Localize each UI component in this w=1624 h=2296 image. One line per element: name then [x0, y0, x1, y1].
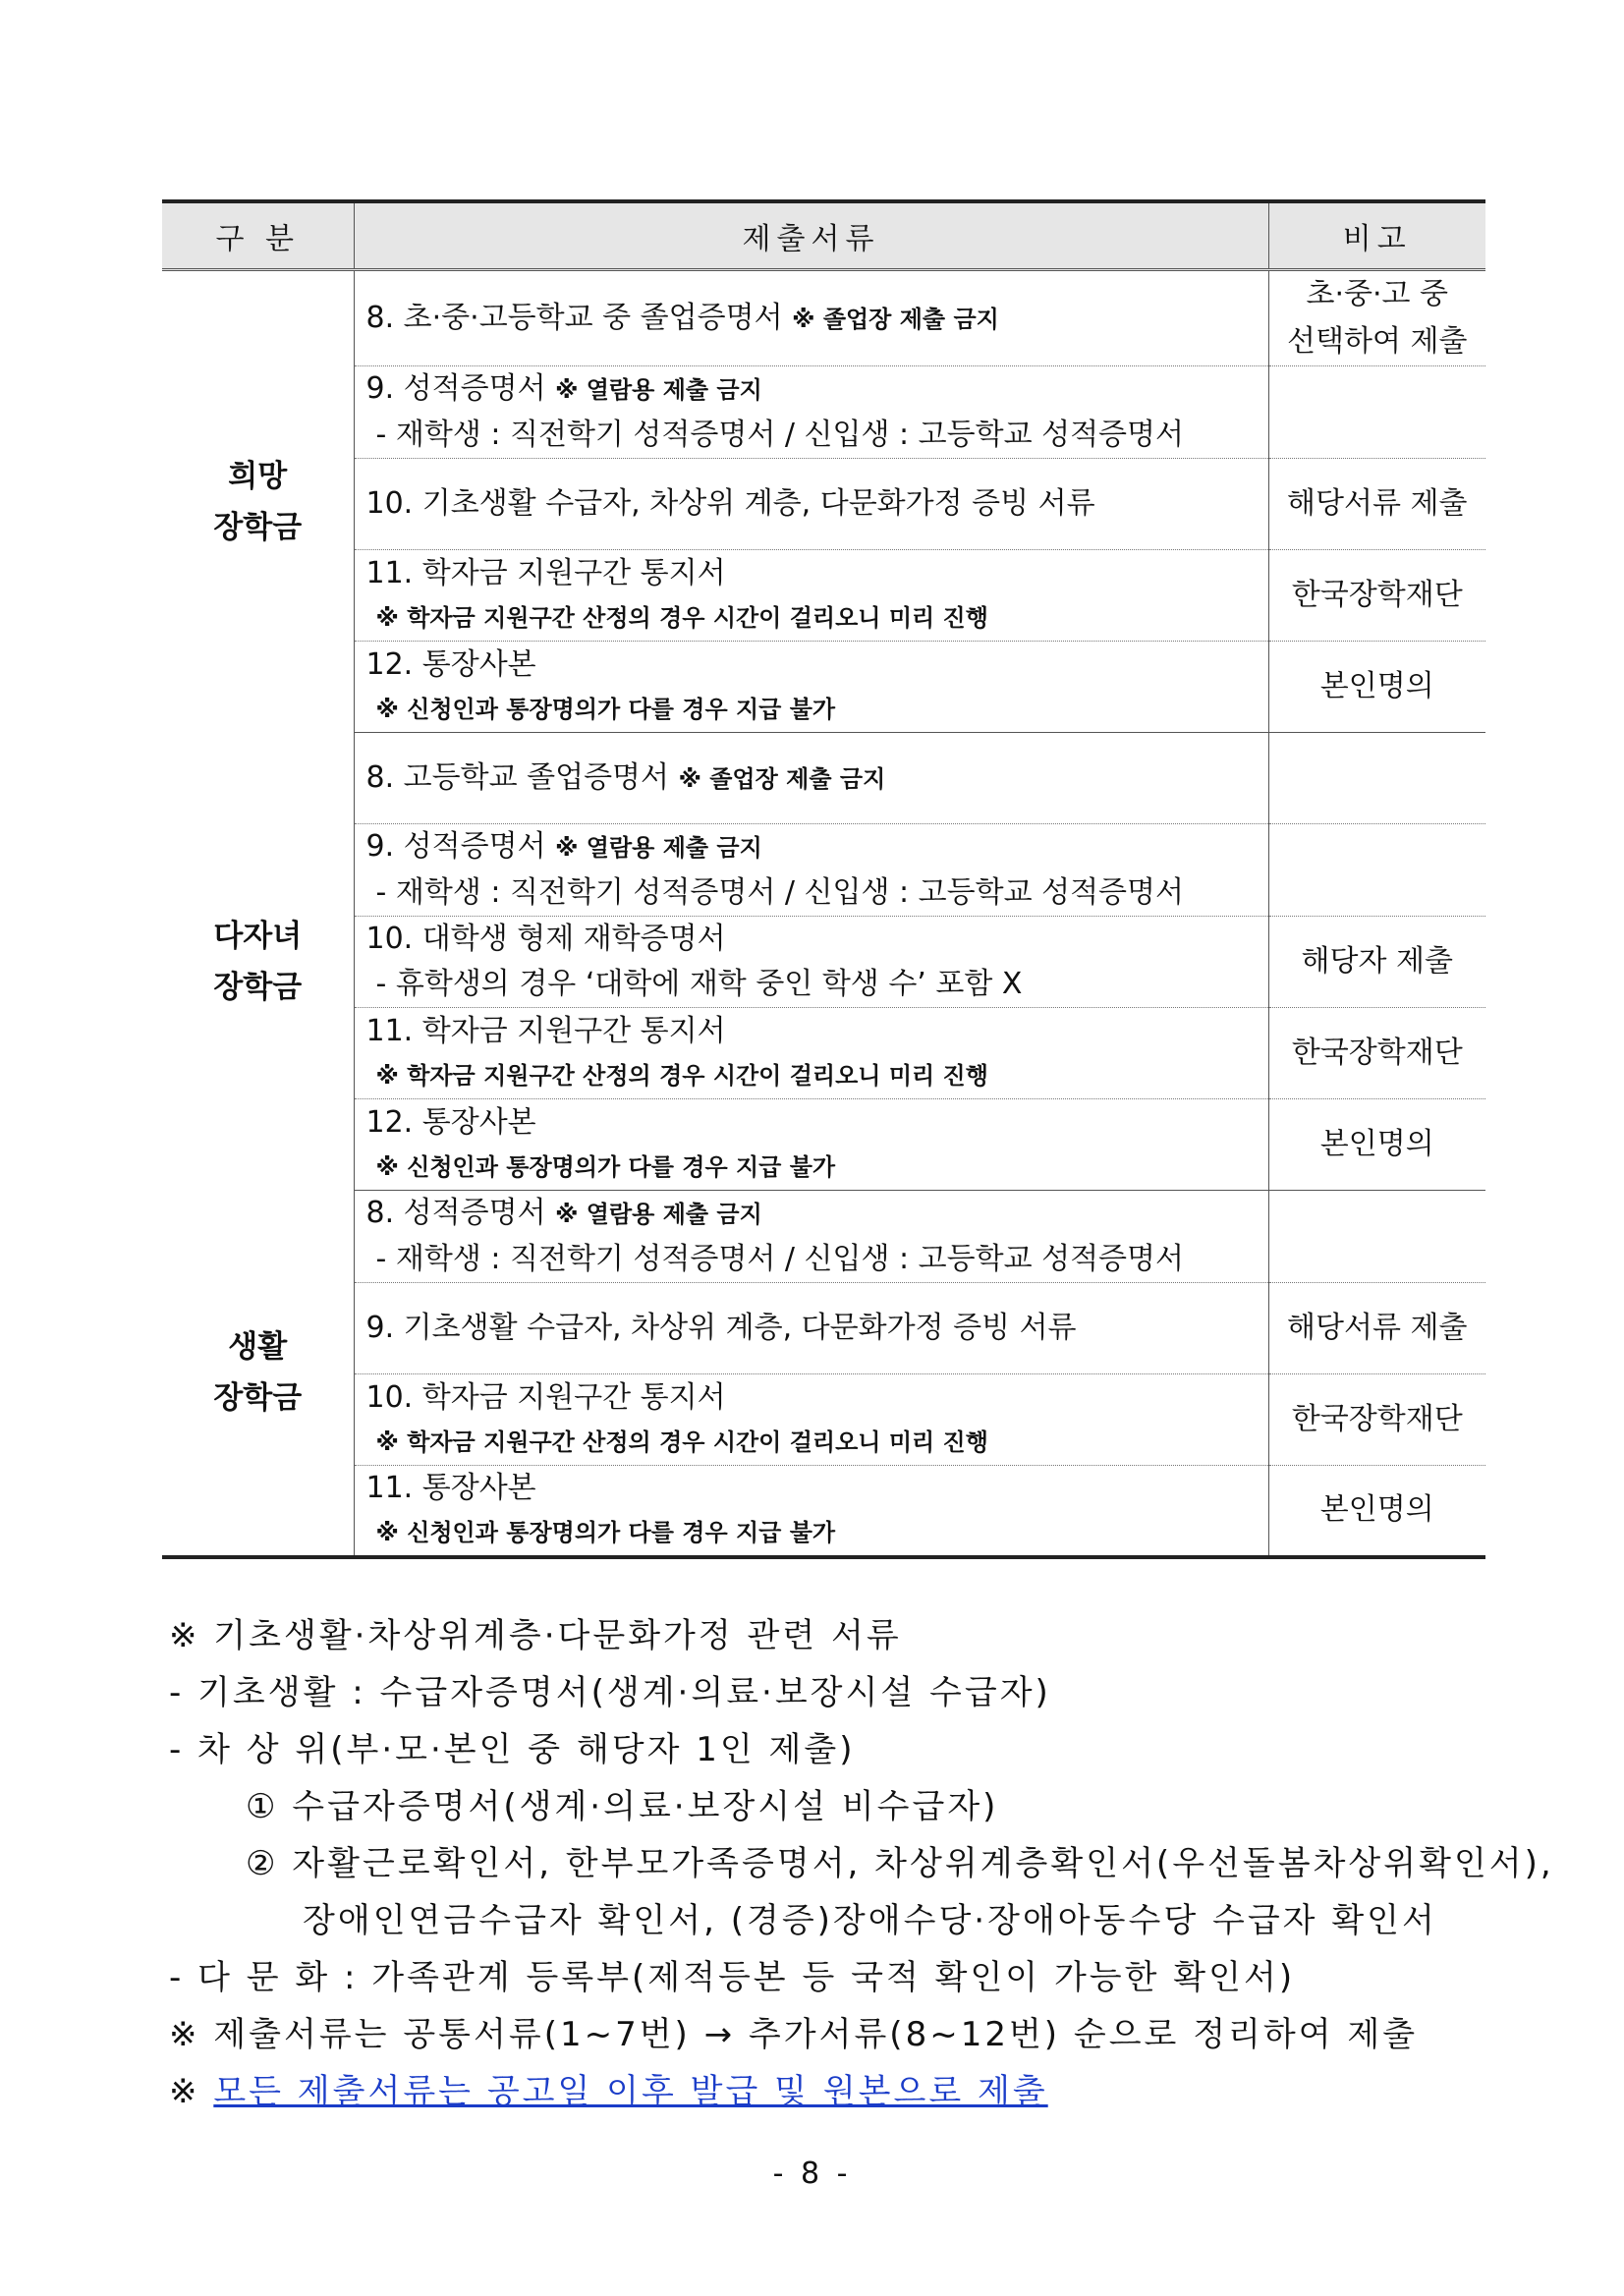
document-name: 10. 기초생활 수급자, 차상위 계층, 다문화가정 증빙 서류 [365, 486, 1095, 521]
document-cell [354, 270, 1268, 366]
remark-cell [1268, 1008, 1485, 1099]
table-row [162, 1191, 1485, 1283]
table-row [162, 550, 1485, 642]
remark-text: 본인명의 [1319, 1127, 1434, 1161]
remark-text: 선택하여 제출 [1287, 324, 1468, 359]
document-warning: ※ 졸업장 제출 금지 [678, 764, 886, 793]
document-subnote: - 재학생 : 직전학기 성적증명서 / 신입생 : 고등학교 성적증명서 [375, 875, 1184, 910]
document-line [366, 643, 1268, 688]
document-warning-line: ※ 학자금 지원구간 산정의 경우 시간이 걸리오니 미리 진행 [375, 1062, 988, 1090]
document-line [366, 1191, 1268, 1237]
remark-text: 한국장학재단 [1291, 1402, 1463, 1436]
remark-cell [1268, 1466, 1485, 1557]
remark-cell [1268, 1283, 1485, 1374]
remark-cell [1268, 550, 1485, 642]
note-line: ② 자활근로확인서, 한부모가족증명서, 차상위계층확인서(우선돌봄차상위확인서), [246, 1844, 1554, 1883]
document-name: 9. 성적증명서 [365, 371, 546, 406]
remark-text: 해당자 제출 [1301, 944, 1453, 979]
document-line [366, 551, 1268, 596]
document-name: 8. 초·중·고등학교 중 졸업증명서 [365, 300, 783, 335]
table-row [162, 733, 1485, 824]
note-line: ※ 기초생활·차상위계층·다문화가정 관련 서류 [169, 1616, 902, 1655]
category-label: 장학금 [213, 1380, 303, 1416]
category-label: 장학금 [213, 509, 303, 545]
document-name: 8. 성적증명서 [365, 1196, 546, 1230]
document-name: 11. 학자금 지원구간 통지서 [365, 1014, 726, 1048]
required-documents-table [162, 199, 1485, 1559]
document-warning-line: ※ 신청인과 통장명의가 다를 경우 지급 불가 [375, 1153, 836, 1181]
remark-text: 한국장학재단 [1291, 578, 1463, 612]
category-label: 다자녀 [213, 918, 303, 954]
header-remarks: 비고 [1268, 201, 1485, 270]
document-line [366, 296, 1268, 342]
category-label: 장학금 [213, 969, 303, 1005]
note-line: - 기초생활 : 수급자증명서(생계·의료·보장시설 수급자) [169, 1673, 1051, 1712]
remark-text: 본인명의 [1319, 669, 1434, 703]
final-note-link[interactable]: 모든 제출서류는 공고일 이후 발급 및 원본으로 제출 [213, 2072, 1048, 2111]
document-warning-line: ※ 학자금 지원구간 산정의 경우 시간이 걸리오니 미리 진행 [375, 1428, 988, 1456]
document-cell [354, 824, 1268, 917]
note-line: ① 수급자증명서(생계·의료·보장시설 비수급자) [246, 1787, 999, 1826]
remark-cell [1268, 366, 1485, 459]
table-row [162, 642, 1485, 733]
remark-cell [1268, 824, 1485, 917]
category-label: 생활 [228, 1329, 288, 1365]
document-line [366, 481, 1268, 527]
document-name: 9. 기초생활 수급자, 차상위 계층, 다문화가정 증빙 서류 [365, 1311, 1077, 1345]
notes-section [169, 1607, 1554, 2120]
category-label: 희망 [228, 458, 288, 494]
note-line: 장애인연금수급자 확인서, (경증)장애수당·장애아동수당 수급자 확인서 [303, 1901, 1437, 1940]
document-cell [354, 459, 1268, 550]
document-line [366, 1375, 1268, 1421]
document-line [366, 824, 1268, 870]
remark-text: 해당서류 제출 [1287, 486, 1468, 521]
document-cell [354, 1283, 1268, 1374]
remark-cell [1268, 733, 1485, 824]
table-row [162, 270, 1485, 366]
final-note-mark: ※ [169, 2072, 200, 2111]
document-cell [354, 1008, 1268, 1099]
document-name: 11. 통장사본 [365, 1471, 536, 1506]
document-warning-line: ※ 학자금 지원구간 산정의 경우 시간이 걸리오니 미리 진행 [375, 604, 988, 632]
table-row [162, 1008, 1485, 1099]
document-name: 10. 대학생 형제 재학증명서 [365, 922, 726, 956]
remark-cell [1268, 1374, 1485, 1466]
document-cell [354, 550, 1268, 642]
remark-cell [1268, 459, 1485, 550]
remark-text: 해당서류 제출 [1287, 1311, 1468, 1345]
note-line: ※ 제출서류는 공통서류(1~7번) → 추가서류(8~12번) 순으로 정리하여 제출 [169, 2015, 1419, 2054]
document-name: 12. 통장사본 [365, 1105, 536, 1140]
document-subnote: - 재학생 : 직전학기 성적증명서 / 신입생 : 고등학교 성적증명서 [375, 418, 1184, 452]
document-warning-line: ※ 신청인과 통장명의가 다를 경우 지급 불가 [375, 696, 836, 723]
note-line: - 차 상 위(부·모·본인 중 해당자 1인 제출) [169, 1730, 856, 1769]
document-name: 11. 학자금 지원구간 통지서 [365, 556, 726, 590]
table-row [162, 1283, 1485, 1374]
table-row [162, 459, 1485, 550]
table-row [162, 917, 1485, 1008]
table-row [162, 1099, 1485, 1191]
document-cell [354, 366, 1268, 459]
document-cell [354, 1374, 1268, 1466]
category-cell [162, 270, 354, 733]
remark-cell [1268, 642, 1485, 733]
document-warning: ※ 열람용 제출 금지 [555, 376, 762, 404]
document-warning: ※ 열람용 제출 금지 [555, 834, 762, 862]
document-line [366, 1466, 1268, 1511]
note-line: - 다 문 화 : 가족관계 등록부(제적등본 등 국적 확인이 가능한 확인서) [169, 1958, 1296, 1997]
table-row [162, 366, 1485, 459]
category-cell [162, 1191, 354, 1557]
document-line [366, 917, 1268, 962]
remark-cell [1268, 917, 1485, 1008]
document-cell [354, 642, 1268, 733]
document-line [366, 366, 1268, 413]
remark-text: 초·중·고 중 [1306, 277, 1449, 311]
document-warning: ※ 열람용 제출 금지 [555, 1201, 762, 1228]
remark-text: 한국장학재단 [1291, 1036, 1463, 1070]
page-number: - 8 - [772, 2156, 852, 2191]
document-name: 9. 성적증명서 [365, 829, 546, 864]
document-warning-line: ※ 신청인과 통장명의가 다를 경우 지급 불가 [375, 1519, 836, 1547]
category-cell [162, 733, 354, 1191]
document-line [366, 1100, 1268, 1146]
document-subnote: - 재학생 : 직전학기 성적증명서 / 신입생 : 고등학교 성적증명서 [375, 1242, 1184, 1276]
final-note-line [169, 2063, 1505, 2120]
document-cell [354, 1099, 1268, 1191]
table-row [162, 824, 1485, 917]
table-row [162, 1466, 1485, 1557]
table-header-row [162, 201, 1485, 270]
remark-text: 본인명의 [1319, 1492, 1434, 1528]
remark-cell [1268, 1099, 1485, 1191]
remark-cell [1268, 1191, 1485, 1283]
document-name: 8. 고등학교 졸업증명서 [365, 759, 670, 795]
header-documents: 제출서류 [354, 201, 1268, 270]
document-line [366, 756, 1268, 802]
document-cell [354, 917, 1268, 1008]
document-cell [354, 1466, 1268, 1557]
document-name: 12. 통장사본 [365, 647, 536, 682]
document-line [366, 1306, 1268, 1351]
header-category: 구 분 [162, 201, 354, 270]
document-cell [354, 1191, 1268, 1283]
document-warning: ※ 졸업장 제출 금지 [792, 305, 999, 333]
table-row [162, 1374, 1485, 1466]
document-name: 10. 학자금 지원구간 통지서 [365, 1380, 726, 1415]
document-cell [354, 733, 1268, 824]
document-line [366, 1009, 1268, 1054]
remark-cell [1268, 270, 1485, 366]
document-subnote: - 휴학생의 경우 ‘대학에 재학 중인 학생 수’ 포함 X [375, 967, 1023, 1001]
